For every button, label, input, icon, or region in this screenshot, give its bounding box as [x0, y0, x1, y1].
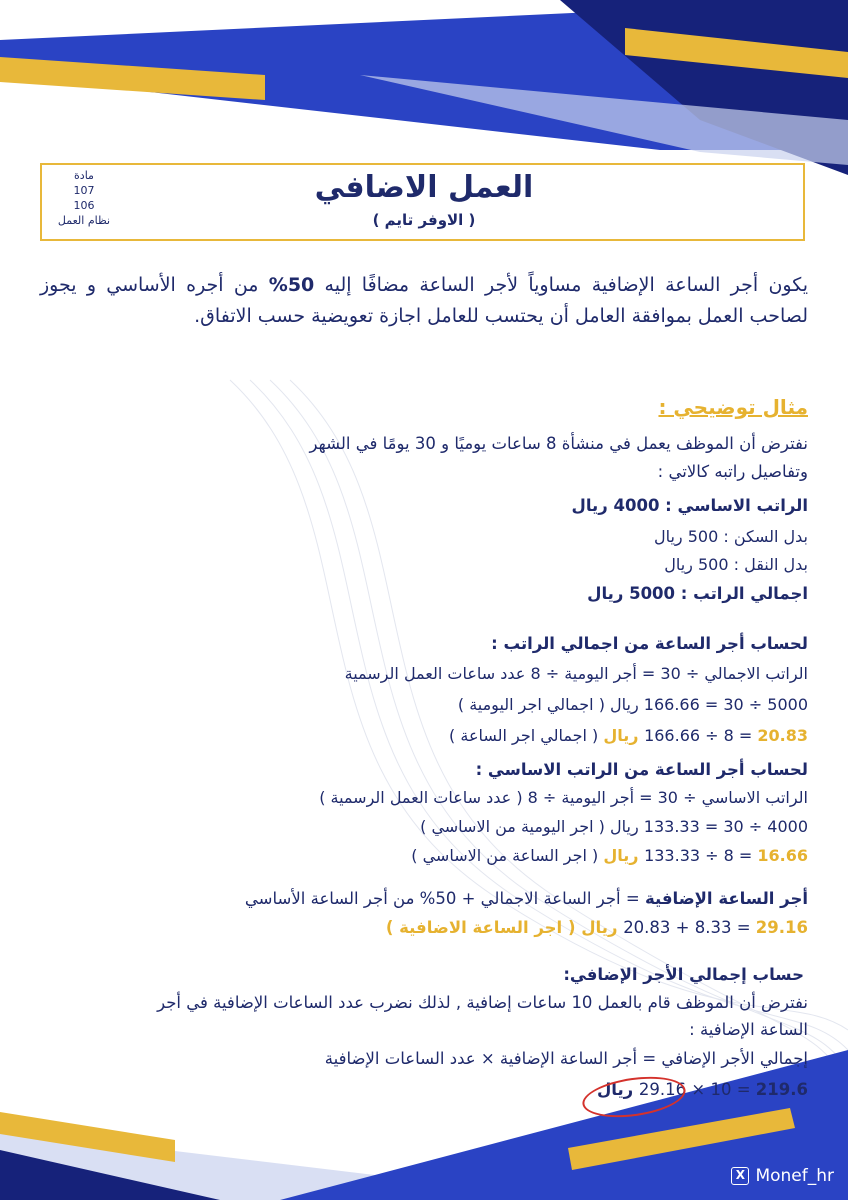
- overtime-total-heading: حساب إجمالي الأجر الإضافي:: [563, 965, 804, 984]
- intro-paragraph: [40, 270, 808, 332]
- hourly-wage-basic-result: 16.66 ريال: [603, 846, 808, 865]
- calc-basic-formula: الراتب الاساسي ÷ 30 = أجر اليومية ÷ 8 ( عدد ساعات العمل الرسمية ): [319, 788, 808, 807]
- total-salary: اجمالي الراتب : 5000 ريال: [587, 584, 808, 603]
- law-reference-label: مادة: [74, 169, 94, 182]
- calc-total-step: [449, 726, 808, 745]
- x-logo-icon: X: [731, 1167, 749, 1185]
- calc-expression: 29.16 × 10 =: [638, 1080, 756, 1099]
- overtime-rate-definition: [245, 889, 808, 908]
- intro-text: يكون أجر الساعة الإضافية مساوياً لأجر الساعة مضافًا إليه: [314, 274, 808, 296]
- basic-salary: الراتب الاساسي : 4000 ريال: [571, 496, 808, 515]
- calc-note: ( اجمالي اجر الساعة ): [449, 726, 604, 745]
- handle-text: Monef_hr: [755, 1166, 834, 1186]
- example-heading: مثال توضيحي :: [658, 395, 808, 419]
- calc-total-formula: الراتب الاجمالي ÷ 30 = أجر اليومية ÷ 8 عدد ساعات العمل الرسمية: [344, 664, 808, 683]
- result-highlight-circle: [580, 1071, 688, 1123]
- calc-basic-step: [411, 846, 808, 865]
- overtime-total-result: 219.6 ريال: [596, 1080, 808, 1099]
- transport-allowance: بدل النقل : 500 ريال: [664, 555, 808, 574]
- law-article-number: 107: [73, 184, 95, 197]
- overtime-rate-label: أجر الساعة الإضافية: [644, 889, 808, 908]
- overtime-total-text: نفترض أن الموظف قام بالعمل 10 ساعات إضافية , لذلك نضرب عدد الساعات الإضافية في أجر: [157, 993, 808, 1012]
- overtime-total-text: الساعة الإضافية :: [689, 1020, 808, 1039]
- calc-expression: 20.83 + 8.33 =: [623, 918, 756, 937]
- law-name: نظام العمل: [57, 214, 111, 227]
- page-subtitle: ( الاوفر تايم ): [372, 211, 476, 229]
- intro-bold-percent: 50%: [268, 274, 315, 296]
- overtime-rate-result: 29.16 ريال ( اجر الساعة الاضافية ): [385, 918, 808, 937]
- social-handle[interactable]: [731, 1166, 834, 1186]
- overtime-total-formula: إجمالي الأجر الإضافي = أجر الساعة الإضافية × عدد الساعات الإضافية: [324, 1049, 808, 1068]
- housing-allowance: بدل السكن : 500 ريال: [653, 527, 808, 546]
- calc-basic-step: 4000 ÷ 30 = 133.33 ريال ( اجر اليومية من الاساسي ): [420, 817, 808, 836]
- calc-note: ( اجر الساعة من الاساسي ): [411, 846, 604, 865]
- calc-basic-heading: لحساب أجر الساعة من الراتب الاساسي :: [475, 760, 808, 779]
- overtime-rate-calc: [386, 918, 808, 937]
- assumption-line: وتفاصيل راتبه كالاتي :: [657, 462, 808, 481]
- calc-total-step: 5000 ÷ 30 = 166.66 ريال ( اجمالي اجر اليومية ): [457, 695, 808, 714]
- hourly-wage-total-result: 20.83 ريال: [603, 726, 808, 745]
- law-article-number: 106: [73, 199, 95, 212]
- assumption-line: نفترض أن الموظف يعمل في منشأة 8 ساعات يوميًا و 30 يومًا في الشهر: [309, 434, 808, 453]
- overtime-rate-formula: = أجر الساعة الاجمالي + 50% من أجر الساعة الأساسي: [244, 889, 645, 908]
- calc-expression: 166.66 ÷ 8 =: [644, 726, 758, 745]
- intro-text: من أجره الأساسي و يجوز لصاحب العمل بموافقة العامل أن يحتسب للعامل اجازة تعويضية حسب الاتفاق.: [40, 274, 808, 327]
- calc-expression: 133.33 ÷ 8 =: [644, 846, 758, 865]
- page-title: العمل الاضافي: [314, 170, 534, 205]
- calc-total-heading: لحساب أجر الساعة من اجمالي الراتب :: [491, 634, 808, 653]
